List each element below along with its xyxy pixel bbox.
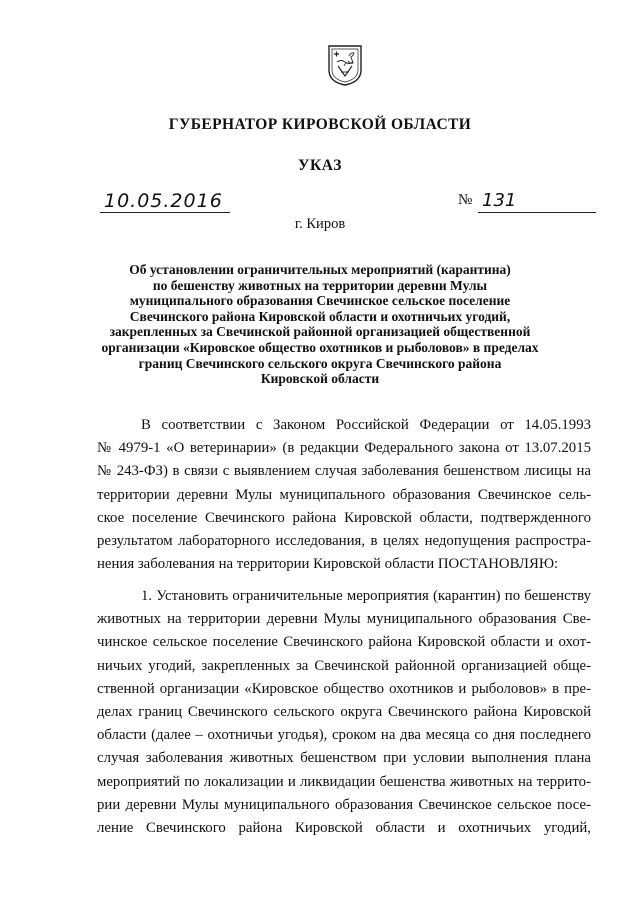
paragraph-line: делах границ Свечинского сельского округа Свечинского района Кировской	[97, 704, 591, 721]
heading-line: по бешенству животных на территории деревни Мулы	[152, 277, 488, 293]
paragraph-line: № 4979-1 «О ветеринарии» (в редакции Федерального закона от 13.07.2015	[97, 440, 591, 457]
paragraph-line: животных на территории деревни Мулы муниципального образования Све-	[97, 611, 591, 628]
heading-line: Свечинского района Кировской области и охотничьих угодий,	[129, 308, 511, 324]
decree-heading	[90, 262, 550, 387]
paragraph-line: В соответствии с Законом Российской Федерации от 14.05.1993	[141, 417, 591, 433]
paragraph-line: рии деревни Мулы муниципального образования Свечинское сельское посе-	[97, 796, 591, 813]
paragraph-line: случая заболевания животных бешенством при условии выполнения плана	[97, 750, 591, 767]
paragraph-preamble	[97, 414, 591, 576]
paragraph-line: нения заболевания на территории Кировской области ПОСТАНОВЛЯЮ:	[97, 556, 559, 573]
document-date: 10.05.2016	[100, 189, 230, 213]
paragraph-line: ское поселение Свечинского района Кировской области, подтвержденного	[97, 509, 591, 526]
heading-line: границ Свечинского сельского округа Свечинского района	[138, 355, 502, 371]
authority-title: ГУБЕРНАТОР КИРОВСКОЙ ОБЛАСТИ	[168, 116, 472, 133]
paragraph-line: мероприятий по локализации и ликвидации бешенства животных на террито-	[97, 773, 591, 790]
document-type: УКАЗ	[297, 157, 342, 174]
paragraph-line: территории деревни Мулы муниципального образования Свечинское сель-	[97, 486, 591, 503]
document-city: г. Киров	[294, 216, 346, 232]
paragraph-line: области (далее – охотничьи угодья), сроком на два месяца со дня последнего	[97, 727, 591, 744]
number-label: №	[458, 192, 473, 208]
document-number: 131	[478, 189, 596, 213]
heading-line: Об установлении ограничительных мероприятий (карантина)	[129, 262, 511, 277]
paragraph-clause-1	[97, 585, 591, 840]
heading-line: закрепленных за Свечинской районной организацией общественной	[109, 324, 531, 340]
paragraph-line: ление Свечинского района Кировской области и охотничьих угодий,	[97, 820, 591, 837]
paragraph-line: ственной организации «Кировское общество охотников и рыболовов» в пре-	[97, 680, 591, 697]
heading-line: Кировской области	[260, 371, 380, 387]
heading-line: муниципального образования Свечинское сельское поселение	[129, 293, 511, 309]
paragraph-line: чинское сельское поселение Свечинского района Кировской области и охот-	[97, 634, 591, 651]
coat-of-arms-icon	[327, 44, 363, 86]
paragraph-line: ничьих угодий, закрепленных за Свечинской районной организацией обще-	[97, 657, 591, 674]
paragraph-line: результатом лабораторного исследования, в целях недопущения распростра-	[97, 533, 591, 550]
paragraph-line: 1. Установить ограничительные мероприятия (карантин) по бешенству	[141, 588, 591, 604]
paragraph-line: № 243-ФЗ) в связи с выявлением случая заболевания бешенством лисицы на	[97, 463, 591, 480]
heading-line: организации «Кировское общество охотников и рыболовов» в пределах	[101, 339, 539, 355]
